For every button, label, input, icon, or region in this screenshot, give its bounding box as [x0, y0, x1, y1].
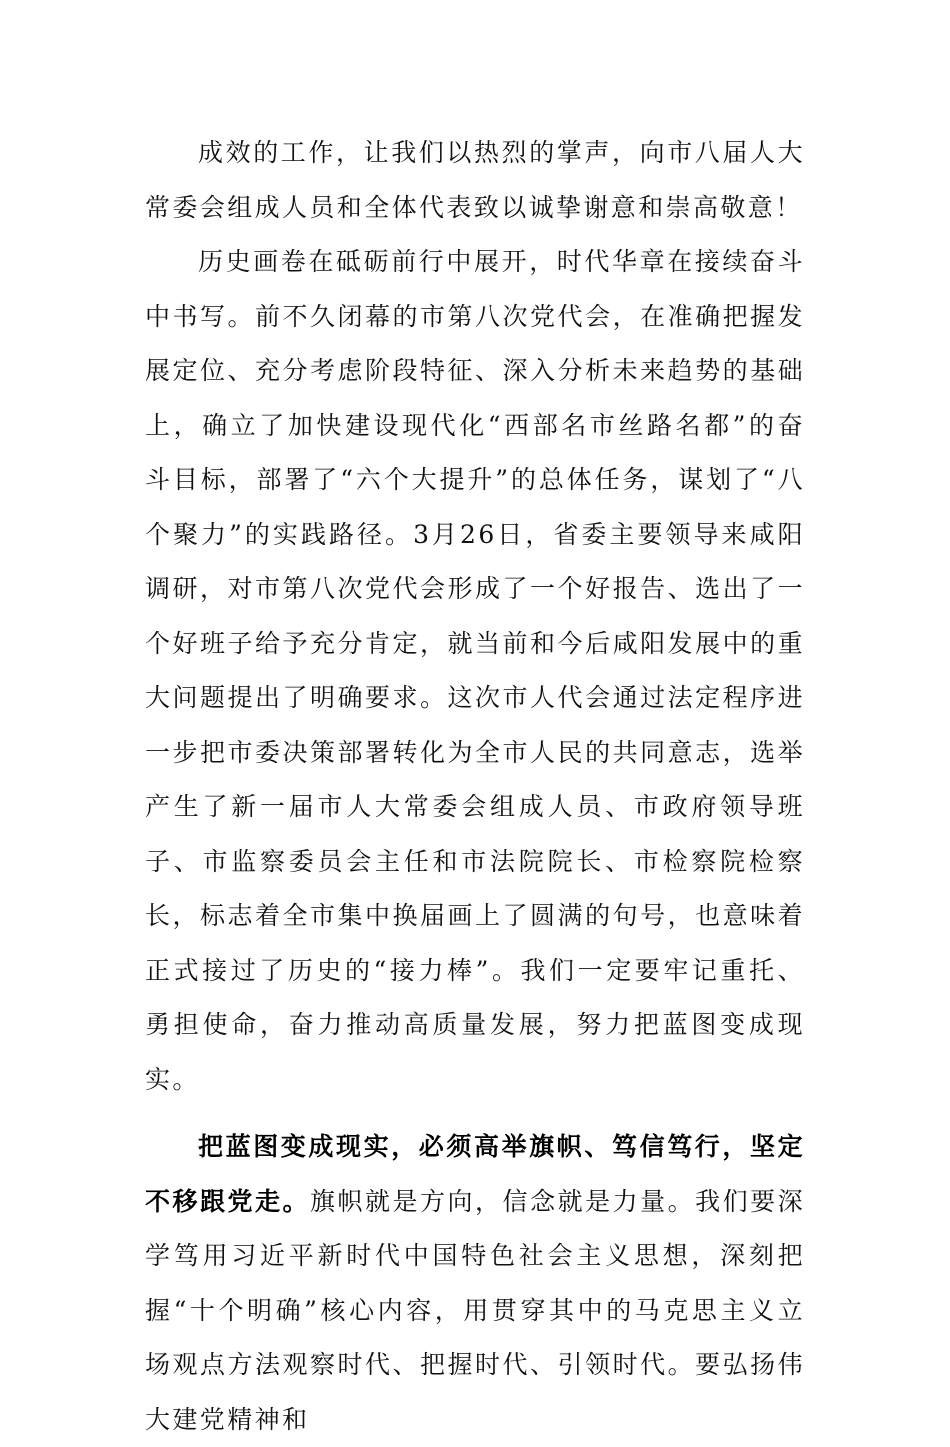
paragraph-3-text: 旗帜就是方向，信念就是力量。我们要深学笃用习近平新时代中国特色社会主义思想，深刻把握“十个明确”核心内容，用贯穿其中的马克思主义立场观点方法观察时代、把握时代、引领时代。要弘扬伟大建党精神和 [145, 1186, 805, 1434]
paragraph-3 [145, 1120, 805, 1447]
paragraph-2 [145, 235, 805, 1107]
paragraph-2-text: 历史画卷在砥砺前行中展开，时代华章在接续奋斗中书写。前不久闭幕的市第八次党代会，在准确把握发展定位、充分考虑阶段特征、深入分析未来趋势的基础上，确立了加快建设现代化“西部名市丝路名都”的奋斗目标，部署了“六个大提升”的总体任务，谋划了“八个聚力”的实践路径。3月26日，省委主要领导来咸阳调研，对市第八次党代会形成了一个好报告、选出了一个好班子给予充分肯定，就当前和今后咸阳发展中的重大问题提出了明确要求。这次市人代会通过法定程序进一步把市委决策部署转化为全市人民的共同意志，选举产生了新一届市人大常委会组成人员、市政府领导班子、市监察委员会主任和市法院院长、市检察院检察长，标志着全市集中换届画上了圆满的句号，也意味着正式接过了历史的“接力棒”。我们一定要牢记重托、勇担使命，奋力推动高质量发展，努力把蓝图变成现实。 [145, 247, 805, 1094]
paragraph-1 [145, 126, 805, 235]
document-body [145, 126, 805, 1447]
paragraph-3-lead: 把蓝图变成现实，必须高举旗帜、笃信笃行，坚定不移跟党走。 [145, 1132, 805, 1216]
paragraph-1-text: 成效的工作，让我们以热烈的掌声，向市八届人大常委会组成人员和全体代表致以诚挚谢意和崇高敬意！ [145, 138, 805, 222]
